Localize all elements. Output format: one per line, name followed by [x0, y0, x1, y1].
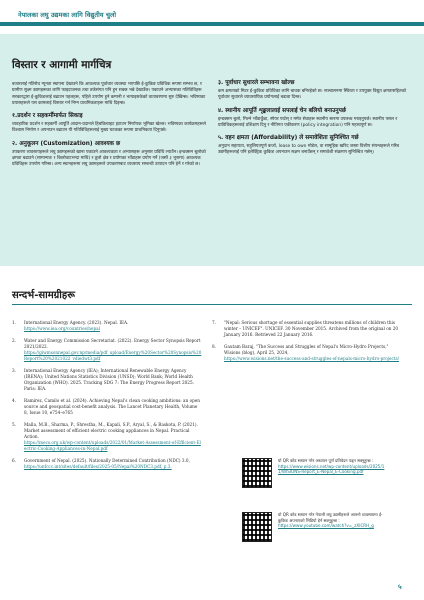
section-heading: २. अनुकूलन (Customization) आवश्यक छ: [12, 140, 121, 147]
panel-intro: बजारलाई गतिरोध न्यूनता स्थापना देखाउने कि आवश्यक पूर्वाधार व्यवस्था भएपछि ई-कुकिङ प्रविधिक रूपमा सम्भव छ, र ग्रामीण सुक्ष्म उद्यमहरूका लागि फाइदाजनक तथा तर्कसंगत पनि हुन सक्छ भन्ने देखाउँछ। पकाउने अभ्यासका गतिविधिहरू सरकारद्वारा ई-कुकिङलाई बढाउन पहलहरू, पहिले उपयोग हुने कम्पनी र भत्याइसकेको वातावरणमा सुरु देखिन्छ। भविष्यका प्रयासहरूले यस कामलाई विस्तार गर्न निम्न प्राथमिकताहरू माथि दिइन्छ।: [12, 82, 206, 106]
reference-link[interactable]: https://unfccc.int/sites/default/files/2025-05/Nepal%20NDC3.pdf, p.3.: [24, 464, 172, 469]
reference-item: 6. Government of Nepal. (2025). Nationally Determined Contribution (NDC) 3.0, https://unfccc.int/sites/default/files/2025-05/Nepal%20NDC3.pdf, p.3.: [12, 458, 202, 470]
section-heading: ४. स्थानीय आपूर्ति शृङ्खलालाई सपलाई चेन बलियो बनाउनुपर्छ: [218, 107, 346, 114]
section-body: व्यवहारिक प्रदर्शन र सहकर्मी आपूर्ति आदान-प्रदानले हिचकिचाहट हटाउन निर्णायक भूमिका खेल्छ। भविष्यका कार्यक्रमहरूले विश्वास निर्माण र अपनाउन बढाउन यी गतिविधिहरूलाई मुख्य घटकका रूपमा प्राथमिकता दिनुपर्छ।: [12, 122, 206, 134]
reference-item: 1. International Energy Agency. (2023). Nepal. IEA. https://www.iea.org/countries/nepal: [12, 320, 202, 332]
reference-item: 8. Gautam Baraj, "The Success and Struggles of Nepal's Micro-Hydro Projects," Wisions (blog), April 25, 2024, https://www.wisions.net/the-success-and-struggles-of-nepals-micro-hydro-projects/: [212, 344, 402, 362]
reference-item: 4. Ramirez, Camilo et al. (2024). Achieving Nepal's clean cooking ambitions: an open source and geospatial cost-benefit analysis. The Lancet Planetary Health, Volume 8, Issue 10, e754–e765: [12, 398, 200, 415]
header-rule: [0, 22, 424, 26]
panel-title: विस्तार र आगामी मार्गचित्र: [12, 59, 112, 71]
section-demonstration: [12, 113, 208, 135]
running-head: नेपालका लघु उद्यमका लागि विद्युतीय चुलो: [18, 11, 117, 19]
section-heading: ३. पूर्वाधार सुधारले सम्भावना खोल्छ: [218, 80, 295, 86]
qr-report: यो QR कोड स्क्यान गरेर अध्ययन पूर्ण प्रतिवेदन पढ्न सक्नुहुन्छ : https://www.wisions.net/wp-content/uploads/2025/11/WISIONS-Report_E-Nepal_E-Cooking.pdf: [242, 458, 388, 488]
qr-link[interactable]: https://www.wisions.net/wp-content/uploads/2025/11/WISIONS-Report_E-Nepal_E-Cooking.pdf: [278, 463, 385, 475]
references-left: [12, 320, 202, 476]
sources-rule: [12, 304, 412, 305]
section-body: अनुदान सहायता, सहुलियतपूर्ण कर्जा, lease to own मोडेल, वा सामूहिक खरिद जस्ता वित्तीय संयन्त्रहरूले गरिब उद्यमीहरूलाई पनि इलेक्ट्रिक कुकिङ अपनाउन सक्षम बनाउँछन् र समावेशी संक्रमण सुनिश्चित गर्छन्।: [218, 144, 400, 156]
qr-video: यो QR कोड स्क्यान गरेर नेपाली लघु उद्यमीहरूले आफ्नो व्यवसायमा ई-कुकिङ अपनाएको भिडियो हेर्न सक्नुहुन्छ : https://www.youtube.com/watch?v=_zXICRH_g: [242, 512, 388, 542]
panel-left-column: [12, 82, 208, 175]
section-heading: १.प्रदर्शन र सहकर्मीमार्फत सिकाइ: [12, 113, 83, 120]
reference-item: 7. "Nepal: Serious shortage of essential supplies threatens millions of children this winter – UNICEF". UNICEF. 30 November 2015. Archived from the original on 20 January 2016. Retrieved 22 January 2016.: [212, 320, 399, 337]
panel-right-column: [218, 80, 412, 163]
references-right: [212, 320, 402, 368]
reference-link[interactable]: https://giwmsonnepal.gov.np/media/pdf_upload/Energy%20Sector%20Synopsis%20Report%20%2021022_vdiedwt3.pdf: [24, 350, 202, 361]
section-body: कम क्षमताको मिटर ई-कुकिङ प्रविधिका लागि बाधक बनिरहेको छ। सञ्चालनमा स्थिरता र उपयुक्त विद्युत क्षमतासहितको पूर्वाधार सुधारले व्यावसायिक प्रयोगलाई बढावा दिन्छ।: [218, 89, 406, 101]
qr-link[interactable]: https://www.youtube.com/watch?v=_zXICRH_g: [278, 523, 374, 529]
section-heading: ५. वहन क्षमता (Affordability) ले समावेशिता सुनिश्चित गर्छ: [218, 135, 359, 142]
section-affordability: [218, 135, 412, 157]
section-customization: [12, 141, 208, 169]
qr-code-icon[interactable]: [242, 512, 272, 542]
reference-item: 3. International Energy Agency (IEA); International Renewable Energy Agency (IRENA); United Nations Statistics Division (UNSD); World Bank; World Health Organization (WHO). 2025. Tracking SDG 7: The Energy Progress Report 2025. Paris: IEA.: [12, 368, 194, 391]
reference-link[interactable]: https://www.wisions.net/the-success-and-struggles-of-nepals-micro-hydro-projects/: [224, 356, 400, 361]
section-body: उपकरण व्यवसायहरूले लघु उद्यमहरूको खाना पकाउने आवश्यकता र अभ्यासहरू अनुसार प्रविधि ल्याउँन। इन्डक्सन चुलोको क्षमता बढाउने (सामान्यतः १ किलोवाटभन्दा माथि) र ठूलो क्षेत्र र प्रयोगका भाँडाहरू प्रयोग गर्ने (जस्तै ३ भुसमा) आवश्यक प्रविधिहरू उपयोग गरिन्छ। अन्य स्थानहरूमा लघु उद्यमहरूले उपकरणबाट व्यवसाय सम्बन्धी उत्पादन पनि हेर्ने र गरेको छ।: [12, 149, 206, 168]
section-supply-chain: [218, 108, 412, 130]
reference-item: 2. Water and Energy Commission Secretariat. (2022). Energy Sector Synopsis Report 2021/2022. https://giwmsonnepal.gov.np/media/pdf_upload/Energy%20Sector%20Synopsis%20Report%20%2021022_vdiedwt3.pdf: [12, 338, 202, 361]
sources-title: सन्दर्भ-सामग्रीहरू: [12, 290, 75, 301]
reference-link[interactable]: https://mecs.org.uk/wp-content/uploads/2022/01/Market-Assessment-of-Efficient-Electric-Cooking-Appliances-in-Nepal.pdf: [24, 440, 201, 451]
qr-code-icon[interactable]: [242, 458, 272, 488]
section-body: इन्डक्सन चुलो, मिल्ने भाँडाकुँडा, स्पेयर पार्टस् र मर्मत सेवाहरू स्थानीय स्तरमा उपलब्ध गराइनुपर्छ। स्थानीय पसल र प्राविधिकहरूलाई प्रशिक्षण दिनु र नीतिगत एकीकरण (policy integration) पनि महत्त्वपूर्ण छ।: [218, 116, 398, 128]
section-infrastructure: [218, 80, 412, 102]
page-number: ५: [398, 583, 402, 591]
reference-item: 5. Malla, M.B., Sharma, P., Shrestha, M., Kapali, S.P., Aryal, S., & Baskota, P. (2021). Market assessment of efficient electric cooking appliances in Nepal. Practical Action. https://mecs.org.uk/wp-content/uploads/2022/01/Market-Assessment-of-Efficient-Electric-Cooking-Appliances-in-Nepal.pdf: [12, 422, 201, 451]
reference-link[interactable]: https://www.iea.org/countries/nepal: [24, 326, 100, 331]
